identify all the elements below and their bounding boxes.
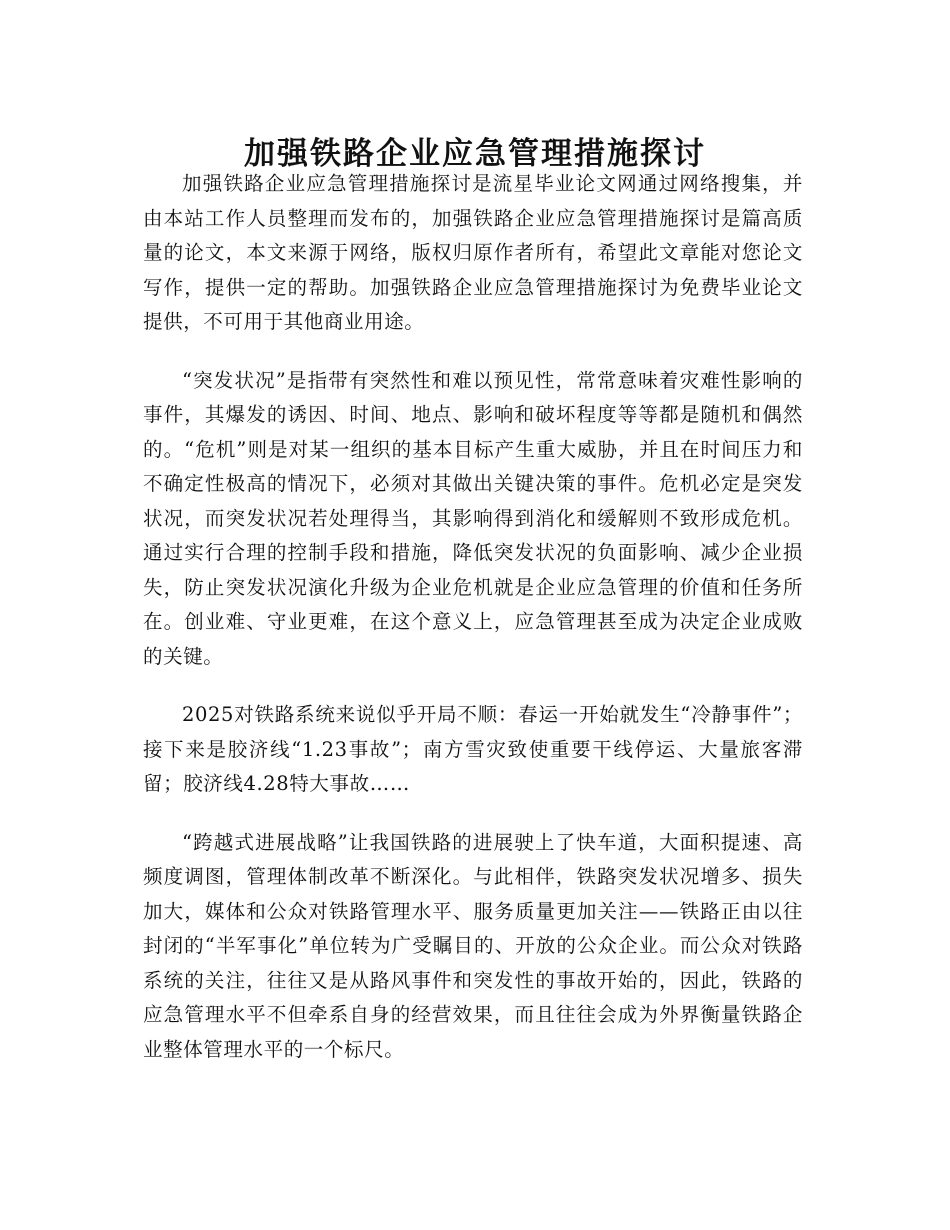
- paragraph-strategy: “跨越式进展战略”让我国铁路的进展驶上了快车道，大面积提速、高频度调图，管理体制改革不断深化。与此相伴，铁路突发状况增多、损失加大，媒体和公众对铁路管理水平、服务质量更加关注——铁路正由以往封闭的“半军事化”单位转为广受瞩目的、开放的公众企业。而公众对铁路系统的关注，往往又是从路风事件和突发性的事故开始的，因此，铁路的应急管理水平不但牵系自身的经营效果，而且往往会成为外界衡量铁路企业整体管理水平的一个标尺。: [143, 830, 803, 1061]
- paragraph-incidents: 2025对铁路系统来说似乎开局不顺：春运一开始就发生“冷静事件”；接下来是胶济线“1.23事故”；南方雪灾致使重要干线停运、大量旅客滞留；胶济线4.28特大事故……: [143, 703, 803, 795]
- paragraph-definition: “突发状况”是指带有突然性和难以预见性，常常意味着灾难性影响的事件，其爆发的诱因、时间、地点、影响和破坏程度等等都是随机和偶然的。“危机”则是对某一组织的基本目标产生重大威胁，并且在时间压力和不确定性极高的情况下，必须对其做出关键决策的事件。危机必定是突发状况，而突发状况若处理得当，其影响得到消化和缓解则不致形成危机。通过实行合理的控制手段和措施，降低突发状况的负面影响、减少企业损失，防止突发状况演化升级为企业危机就是企业应急管理的价值和任务所在。创业难、守业更难，在这个意义上，应急管理甚至成为决定企业成败的关键。: [143, 368, 803, 668]
- document-body: [143, 167, 803, 1091]
- document-title: 加强铁路企业应急管理措施探讨: [244, 135, 706, 172]
- paragraph-intro: 加强铁路企业应急管理措施探讨是流星毕业论文网通过网络搜集，并由本站工作人员整理而发布的，加强铁路企业应急管理措施探讨是篇高质量的论文，本文来源于网络，版权归原作者所有，希望此文章能对您论文写作，提供一定的帮助。加强铁路企业应急管理措施探讨为免费毕业论文提供，不可用于其他商业用途。: [143, 172, 803, 333]
